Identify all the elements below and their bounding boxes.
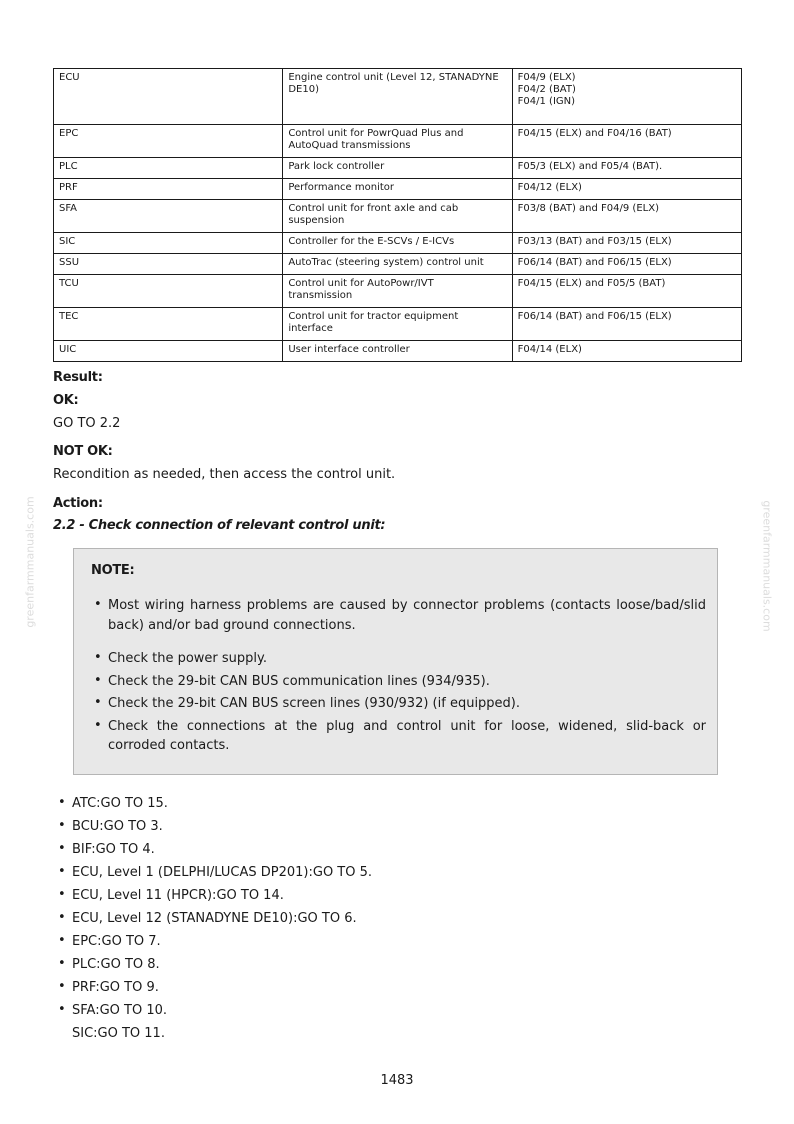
table-cell-description: Control unit for front axle and cab suspension (283, 200, 512, 233)
table-cell-code: TEC (54, 308, 283, 341)
list-item: • PLC:GO TO 8. (58, 953, 372, 976)
watermark-right: greenfarmmanuals.com (760, 500, 774, 632)
note-item: • Most wiring harness problems are caused by connector problems (contacts loose/bad/slid back) and/or bad ground connections. (94, 597, 706, 633)
list-item: • EPC:GO TO 7. (58, 930, 372, 953)
control-unit-fuse-table (53, 68, 742, 362)
bullet-icon: • (58, 933, 66, 948)
table-cell-fuses: F05/3 (ELX) and F05/4 (BAT). (512, 158, 741, 179)
bullet-icon: • (94, 650, 102, 665)
table-row (54, 341, 742, 362)
note-item: • Check the 29-bit CAN BUS screen lines (930/932) (if equipped). (94, 695, 521, 711)
table-cell-fuses: F03/8 (BAT) and F04/9 (ELX) (512, 200, 741, 233)
list-item: • BIF:GO TO 4. (58, 838, 372, 861)
bullet-icon: • (58, 795, 66, 810)
table-row (54, 125, 742, 158)
ok-text: GO TO 2.2 (53, 416, 121, 431)
table-cell-description: Control unit for PowrQuad Plus and AutoQuad transmissions (283, 125, 512, 158)
list-item: • BCU:GO TO 3. (58, 815, 372, 838)
table-cell-description: Performance monitor (283, 179, 512, 200)
note-item: • Check the connections at the plug and control unit for loose, widened, slid-back or corroded contacts. (94, 717, 706, 753)
table-row (54, 275, 742, 308)
table-cell-fuses: F06/14 (BAT) and F06/15 (ELX) (512, 254, 741, 275)
table-row (54, 233, 742, 254)
bullet-icon: • (58, 864, 66, 879)
bullet-icon: • (58, 1002, 66, 1017)
table-cell-fuses: F06/14 (BAT) and F06/15 (ELX) (512, 308, 741, 341)
table-row (54, 254, 742, 275)
table-row (54, 179, 742, 200)
note-item: • Check the 29-bit CAN BUS communication lines (934/935). (94, 672, 490, 689)
list-item: • ATC:GO TO 15. (58, 792, 372, 815)
goto-list (58, 792, 372, 1045)
list-item: • ECU, Level 11 (HPCR):GO TO 14. (58, 884, 372, 907)
not-ok-label: NOT OK: (53, 444, 113, 459)
table-cell-code: PLC (54, 158, 283, 179)
table-cell-fuses: F04/12 (ELX) (512, 179, 741, 200)
table-cell-code: SFA (54, 200, 283, 233)
table-cell-fuses: F04/9 (ELX) F04/2 (BAT) F04/1 (IGN) (512, 69, 741, 125)
bullet-icon: • (58, 910, 66, 925)
table-cell-fuses: F04/15 (ELX) and F04/16 (BAT) (512, 125, 741, 158)
bullet-icon: • (94, 672, 102, 688)
bullet-icon: • (58, 818, 66, 833)
table-row (54, 200, 742, 233)
note-box (73, 548, 718, 775)
note-title: NOTE: (91, 563, 135, 578)
table-cell-fuses: F04/14 (ELX) (512, 341, 741, 362)
watermark-left: greenfarmmanuals.com (23, 496, 37, 628)
action-heading: Action: (53, 496, 103, 511)
bullet-icon: • (94, 597, 102, 612)
table-row (54, 308, 742, 341)
table-cell-description: User interface controller (283, 341, 512, 362)
bullet-icon: • (58, 979, 66, 994)
bullet-icon: • (94, 717, 102, 733)
list-item: • ECU, Level 1 (DELPHI/LUCAS DP201):GO TO 5. (58, 861, 372, 884)
table-cell-code: SIC (54, 233, 283, 254)
result-heading: Result: (53, 370, 103, 385)
bullet-icon: • (58, 841, 66, 856)
table-cell-code: EPC (54, 125, 283, 158)
list-item: • SFA:GO TO 10. (58, 999, 372, 1022)
ok-label: OK: (53, 393, 79, 408)
table-cell-description: AutoTrac (steering system) control unit (283, 254, 512, 275)
table-cell-description: Controller for the E-SCVs / E-ICVs (283, 233, 512, 254)
bullet-icon: • (58, 887, 66, 902)
table-row (54, 158, 742, 179)
table-cell-fuses: F04/15 (ELX) and F05/5 (BAT) (512, 275, 741, 308)
note-list (94, 596, 706, 759)
table-cell-description: Engine control unit (Level 12, STANADYNE DE10) (283, 69, 512, 125)
page-number: 1483 (380, 1073, 414, 1088)
bullet-icon: • (58, 956, 66, 971)
table-cell-code: SSU (54, 254, 283, 275)
list-item: SIC:GO TO 11. (72, 1026, 165, 1041)
table-cell-code: PRF (54, 179, 283, 200)
not-ok-text: Recondition as needed, then access the control unit. (53, 467, 396, 482)
table-cell-code: ECU (54, 69, 283, 125)
bullet-icon: • (94, 695, 102, 710)
table-cell-code: TCU (54, 275, 283, 308)
table-cell-description: Park lock controller (283, 158, 512, 179)
table-cell-description: Control unit for tractor equipment interface (283, 308, 512, 341)
step-title: 2.2 - Check connection of relevant control unit: (53, 518, 386, 533)
table-cell-code: UIC (54, 341, 283, 362)
list-item: • ECU, Level 12 (STANADYNE DE10):GO TO 6. (58, 907, 372, 930)
table-cell-description: Control unit for AutoPowr/IVT transmission (283, 275, 512, 308)
list-item: • PRF:GO TO 9. (58, 976, 372, 999)
table-row (54, 69, 742, 125)
note-item: • Check the power supply. (94, 650, 268, 666)
table-cell-fuses: F03/13 (BAT) and F03/15 (ELX) (512, 233, 741, 254)
